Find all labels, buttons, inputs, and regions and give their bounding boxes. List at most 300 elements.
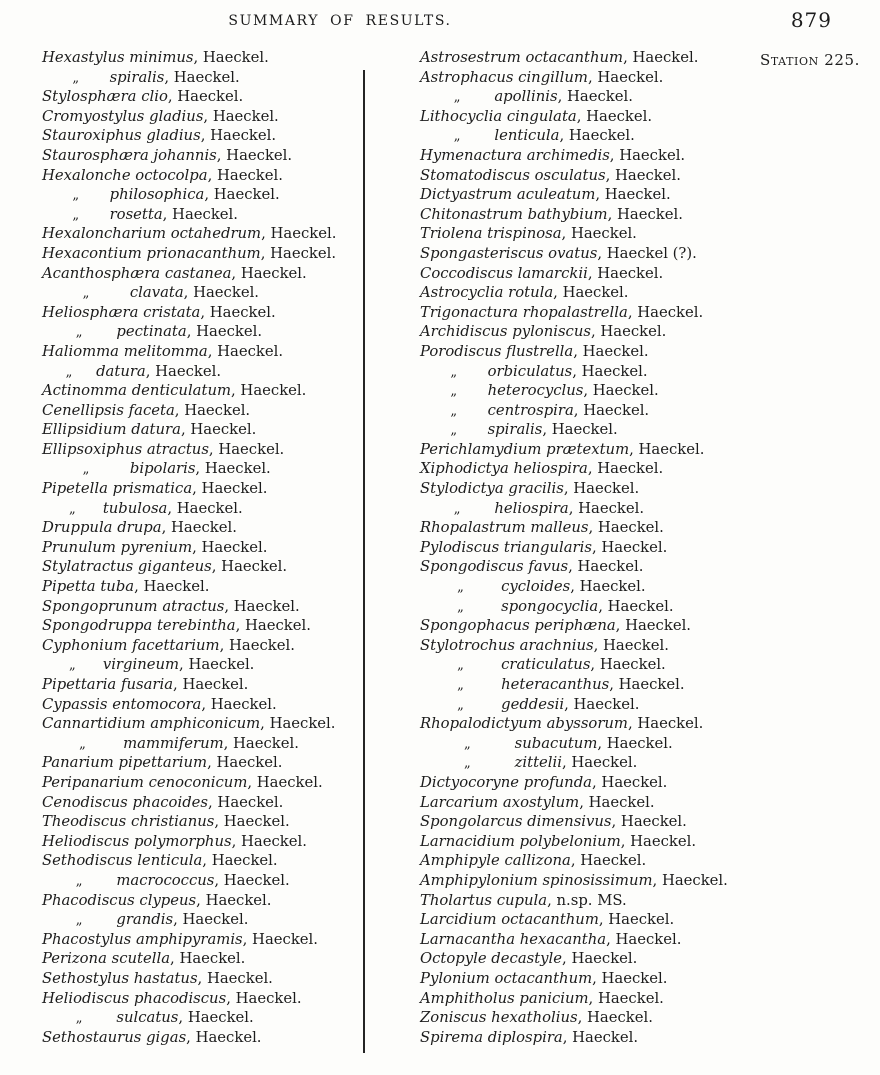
genus-name: Ellipsidium bbox=[42, 421, 132, 439]
species-epithet: zittelii bbox=[514, 754, 562, 772]
author-citation: , Haeckel. bbox=[570, 852, 647, 870]
station-label: Station 225. bbox=[759, 51, 860, 69]
ditto-mark: „ bbox=[69, 658, 76, 674]
species-line bbox=[42, 283, 362, 303]
species-epithet: johannis bbox=[153, 146, 217, 164]
author-citation: , Haeckel. bbox=[587, 264, 664, 282]
species-line bbox=[420, 381, 750, 401]
species-line bbox=[42, 557, 362, 577]
species-epithet: craticulatus bbox=[501, 656, 591, 674]
species-epithet: heteracanthus bbox=[501, 676, 610, 693]
species-epithet: amphipyramis bbox=[135, 930, 243, 948]
species-epithet: cingillum bbox=[518, 68, 588, 86]
species-epithet: ovatus bbox=[548, 244, 598, 262]
species-line bbox=[42, 479, 362, 499]
species-epithet: datura bbox=[131, 421, 181, 439]
species-epithet: callizona bbox=[504, 852, 571, 870]
author-citation: , Haeckel. bbox=[557, 88, 633, 106]
species-epithet: dimensivus bbox=[527, 813, 612, 831]
species-line bbox=[420, 479, 750, 499]
ditto-mark: „ bbox=[82, 286, 90, 302]
author-citation: , Haeckel. bbox=[620, 832, 697, 850]
species-epithet: pyrenium bbox=[120, 538, 193, 556]
species-epithet: hexacantha bbox=[519, 930, 607, 948]
species-epithet: octahedrum bbox=[170, 225, 262, 243]
species-epithet: archimedis bbox=[526, 146, 610, 164]
author-citation: , Haeckel. bbox=[207, 342, 284, 360]
author-citation: , Haeckel. bbox=[178, 1009, 254, 1027]
genus-name: Archidiscus bbox=[420, 323, 513, 341]
author-citation: , Haeckel. bbox=[231, 382, 307, 400]
species-epithet: gracilis bbox=[508, 480, 564, 498]
species-epithet: macrococcus bbox=[116, 871, 215, 889]
species-line bbox=[42, 812, 362, 832]
species-line bbox=[42, 949, 362, 969]
species-epithet: rotula bbox=[508, 284, 554, 302]
species-epithet: orbiculatus bbox=[487, 362, 573, 380]
species-epithet: flustrella bbox=[506, 342, 574, 360]
author-citation: , Haeckel. bbox=[568, 558, 644, 576]
species-line bbox=[42, 597, 362, 617]
genus-name: Coccodiscus bbox=[420, 264, 518, 282]
genus-name: Astrosestrum bbox=[420, 49, 526, 66]
species-line bbox=[420, 597, 750, 617]
species-line bbox=[420, 969, 750, 989]
genus-name: Stylotrochus bbox=[420, 636, 520, 654]
species-line bbox=[420, 283, 750, 303]
species-epithet: lenticula bbox=[137, 852, 203, 870]
species-epithet: panicium bbox=[519, 989, 589, 1007]
author-citation: , Haeckel. bbox=[577, 1009, 653, 1027]
species-epithet: spiralis bbox=[109, 68, 165, 86]
species-epithet: lenticula bbox=[494, 127, 560, 145]
species-epithet: decastyle bbox=[491, 950, 563, 968]
author-citation: , Haeckel. bbox=[223, 734, 299, 752]
genus-name: Hexacontium bbox=[42, 244, 147, 262]
author-citation: , Haeckel. bbox=[606, 930, 682, 948]
species-line bbox=[42, 381, 362, 401]
species-line bbox=[420, 871, 750, 891]
species-epithet: hexatholius bbox=[491, 1009, 578, 1027]
species-epithet: minimus bbox=[129, 49, 194, 66]
ditto-mark: „ bbox=[457, 580, 464, 596]
genus-name: Cenodiscus bbox=[42, 793, 133, 811]
species-epithet: rosetta bbox=[109, 205, 163, 223]
author-citation: , Haeckel. bbox=[167, 88, 244, 106]
author-citation: , Haeckel. bbox=[564, 695, 640, 713]
page-number: 879 bbox=[790, 8, 832, 32]
species-epithet: bipolaris bbox=[129, 460, 196, 478]
ditto-mark: „ bbox=[75, 873, 83, 889]
species-line bbox=[42, 734, 362, 754]
genus-name: Astrophacus bbox=[420, 68, 519, 86]
species-line bbox=[42, 185, 362, 205]
species-line bbox=[420, 812, 750, 832]
species-line bbox=[420, 459, 750, 479]
author-citation: , Haeckel. bbox=[260, 715, 336, 733]
species-epithet: lamarckii bbox=[517, 264, 588, 282]
ditto-mark: „ bbox=[450, 384, 458, 400]
author-citation: , Haeckel. bbox=[576, 107, 653, 125]
species-epithet: abyssorum bbox=[546, 715, 628, 733]
species-line bbox=[420, 68, 750, 88]
species-line bbox=[420, 48, 750, 68]
author-citation: , Haeckel. bbox=[562, 1028, 639, 1046]
species-epithet: atractus bbox=[146, 440, 209, 458]
author-citation: , Haeckel. bbox=[629, 440, 705, 458]
genus-name: Xiphodictya bbox=[420, 460, 514, 478]
ditto-mark: „ bbox=[450, 423, 458, 439]
species-epithet: melitomma bbox=[123, 342, 208, 360]
species-epithet: pectinata bbox=[116, 323, 187, 341]
species-epithet: axostylum bbox=[502, 793, 580, 811]
author-citation: , Haeckel. bbox=[192, 538, 268, 556]
ditto-mark: „ bbox=[457, 678, 464, 693]
ditto-mark: „ bbox=[82, 462, 90, 478]
species-epithet: entomocora bbox=[112, 695, 202, 713]
species-epithet: heterocyclus bbox=[487, 382, 584, 400]
ditto-mark: „ bbox=[65, 364, 73, 380]
genus-name: Lithocyclia bbox=[420, 107, 507, 125]
species-line bbox=[420, 224, 750, 244]
species-column-left bbox=[42, 48, 362, 1047]
author-citation: , Haeckel. bbox=[134, 578, 210, 596]
species-line bbox=[42, 342, 362, 362]
author-citation: , Haeckel. bbox=[591, 538, 668, 556]
species-epithet: pipettarium bbox=[118, 754, 208, 772]
author-citation: , Haeckel. bbox=[573, 342, 649, 360]
species-epithet: spinosissimum bbox=[542, 871, 653, 889]
species-epithet: tubulosa bbox=[102, 499, 168, 517]
species-line bbox=[420, 675, 750, 695]
author-citation: , Haeckel. bbox=[167, 499, 243, 517]
genus-name: Dictyastrum bbox=[420, 186, 517, 204]
species-line bbox=[420, 557, 750, 577]
genus-name: Hexastylus bbox=[42, 49, 130, 66]
ditto-mark: „ bbox=[453, 90, 461, 106]
species-line bbox=[42, 499, 362, 519]
ditto-mark: „ bbox=[69, 501, 76, 517]
species-line bbox=[42, 518, 362, 538]
species-epithet: datura bbox=[96, 362, 146, 380]
author-citation: , Haeckel. bbox=[587, 460, 664, 478]
genus-name: Dictyocoryne bbox=[420, 773, 524, 791]
species-epithet: gladius bbox=[146, 127, 201, 145]
genus-name: Stylosphæra bbox=[42, 88, 142, 106]
author-citation: , Haeckel. bbox=[627, 715, 704, 733]
species-line bbox=[42, 440, 362, 460]
species-line bbox=[420, 577, 750, 597]
author-citation: , Haeckel. bbox=[235, 617, 311, 635]
species-epithet: fusaria bbox=[120, 676, 174, 693]
genus-name: Larcarium bbox=[420, 793, 503, 811]
author-citation: , Haeckel. bbox=[579, 793, 655, 811]
author-citation: , Haeckel. bbox=[208, 440, 285, 458]
genus-name: Sethostaurus bbox=[42, 1028, 147, 1046]
author-citation: , Haeckel. bbox=[200, 127, 277, 145]
author-citation: , Haeckel. bbox=[219, 636, 295, 654]
author-citation: , Haeckel. bbox=[542, 421, 618, 439]
species-epithet: cupula bbox=[496, 891, 548, 909]
species-line bbox=[42, 538, 362, 558]
species-epithet: philosophica bbox=[109, 186, 205, 204]
author-citation: , Haeckel. bbox=[609, 676, 685, 693]
species-line bbox=[420, 714, 750, 734]
author-citation: , Haeckel. bbox=[605, 166, 681, 184]
species-epithet: spiralis bbox=[487, 421, 543, 439]
author-citation: , Haeckel. bbox=[173, 676, 249, 693]
author-citation: , Haeckel. bbox=[186, 323, 263, 341]
species-line bbox=[42, 832, 362, 852]
genus-name: Pylodiscus bbox=[420, 538, 504, 556]
ditto-mark: „ bbox=[453, 129, 461, 145]
genus-name: Amphipyle bbox=[420, 852, 505, 870]
ditto-mark: „ bbox=[453, 501, 461, 517]
author-citation: , Haeckel. bbox=[214, 813, 290, 831]
genus-name: Hymenactura bbox=[420, 146, 527, 164]
species-epithet: pyloniscus bbox=[512, 323, 591, 341]
genus-name: Chitonastrum bbox=[420, 205, 528, 223]
author-citation: , Haeckel. bbox=[595, 186, 671, 204]
species-epithet: amphiconicum bbox=[150, 715, 261, 733]
species-line bbox=[42, 910, 362, 930]
author-citation: , Haeckel. bbox=[208, 793, 284, 811]
species-line bbox=[42, 68, 362, 88]
author-citation: , Haeckel. bbox=[207, 166, 283, 184]
species-line bbox=[420, 146, 750, 166]
genus-name: Ellipsoxiphus bbox=[42, 440, 147, 458]
author-citation: , n.sp. MS. bbox=[547, 891, 627, 909]
genus-name: Amphipylonium bbox=[420, 871, 543, 889]
species-line bbox=[42, 303, 362, 323]
species-line bbox=[420, 420, 750, 440]
ditto-mark: „ bbox=[75, 325, 83, 341]
genus-name: Perizona bbox=[42, 950, 112, 968]
author-citation: , Haeckel. bbox=[623, 49, 699, 66]
author-citation: , Haeckel. bbox=[260, 244, 337, 262]
species-line bbox=[42, 655, 362, 675]
author-citation: , Haeckel. bbox=[192, 480, 268, 498]
species-line bbox=[42, 126, 362, 146]
species-epithet: trispinosa bbox=[487, 225, 562, 243]
author-citation: , Haeckel. bbox=[587, 68, 664, 86]
species-line bbox=[420, 166, 750, 186]
ditto-mark: „ bbox=[75, 913, 83, 929]
ditto-mark: „ bbox=[463, 756, 471, 772]
species-epithet: hastatus bbox=[133, 969, 198, 987]
species-line bbox=[420, 244, 750, 264]
species-line bbox=[42, 244, 362, 264]
species-line bbox=[420, 793, 750, 813]
author-citation: , Haeckel. bbox=[611, 813, 687, 831]
author-citation: , Haeckel. bbox=[164, 68, 240, 86]
species-epithet: prætextum bbox=[546, 440, 630, 458]
ditto-mark: „ bbox=[450, 364, 458, 380]
species-epithet: osculatus bbox=[534, 166, 606, 184]
author-citation: , Haeckel. bbox=[588, 519, 664, 537]
ditto-mark: „ bbox=[75, 1011, 83, 1027]
species-line bbox=[420, 518, 750, 538]
species-line bbox=[42, 166, 362, 186]
genus-name: Spongasteriscus bbox=[420, 244, 549, 262]
ditto-mark: „ bbox=[72, 70, 80, 86]
author-citation: , Haeckel. bbox=[193, 49, 269, 66]
ditto-mark: „ bbox=[79, 736, 86, 752]
ditto-mark: „ bbox=[463, 736, 471, 752]
species-epithet: geddesii bbox=[501, 695, 565, 713]
genus-name: Spongolarcus bbox=[420, 813, 528, 831]
genus-name: Stauroxiphus bbox=[42, 127, 147, 145]
genus-name: Octopyle bbox=[420, 950, 492, 968]
author-citation: , Haeckel. bbox=[180, 421, 257, 439]
page-header-title: SUMMARY OF RESULTS. bbox=[228, 13, 452, 29]
species-line bbox=[420, 753, 750, 773]
author-citation: , Haeckel. bbox=[231, 264, 307, 282]
author-citation: , Haeckel. bbox=[593, 636, 669, 654]
species-line bbox=[420, 655, 750, 675]
species-line bbox=[420, 342, 750, 362]
species-epithet: polybelonium bbox=[519, 832, 621, 850]
author-citation: , Haeckel. bbox=[197, 969, 273, 987]
species-line bbox=[420, 1028, 750, 1048]
species-epithet: tuba bbox=[100, 578, 135, 596]
genus-name: Spongodiscus bbox=[420, 558, 529, 576]
ditto-mark: „ bbox=[450, 403, 458, 419]
species-epithet: octacanthum bbox=[501, 911, 599, 929]
author-citation: , Haeckel. bbox=[573, 401, 650, 419]
species-line bbox=[42, 401, 362, 421]
genus-name: Porodiscus bbox=[420, 342, 507, 360]
ditto-mark: „ bbox=[72, 188, 80, 204]
species-epithet: cenoconicum bbox=[148, 773, 248, 791]
author-citation: , Haeckel (?). bbox=[597, 244, 697, 262]
species-line bbox=[42, 87, 362, 107]
species-epithet: giganteus bbox=[137, 558, 212, 576]
author-citation: , Haeckel. bbox=[174, 401, 251, 419]
species-epithet: favus bbox=[528, 558, 569, 576]
author-citation: , Haeckel. bbox=[162, 205, 238, 223]
author-citation: , Haeckel. bbox=[563, 480, 640, 498]
genus-name: Spirema bbox=[420, 1028, 488, 1046]
species-line bbox=[42, 714, 362, 734]
species-epithet: centrospira bbox=[487, 401, 574, 419]
species-line bbox=[42, 146, 362, 166]
species-epithet: triangularis bbox=[503, 538, 592, 556]
species-epithet: cristata bbox=[143, 303, 201, 321]
genus-name: Pipettaria bbox=[42, 676, 121, 693]
author-citation: , Haeckel. bbox=[583, 382, 659, 400]
species-line bbox=[420, 205, 750, 225]
species-epithet: apollinis bbox=[494, 88, 558, 106]
genus-name: Hexalonche bbox=[42, 166, 136, 184]
genus-name: Amphitholus bbox=[420, 989, 520, 1007]
species-line bbox=[42, 793, 362, 813]
author-citation: , Haeckel. bbox=[186, 1028, 262, 1046]
species-epithet: cingulata bbox=[506, 107, 577, 125]
species-line bbox=[420, 499, 750, 519]
species-line bbox=[420, 636, 750, 656]
species-line bbox=[42, 851, 362, 871]
genus-name: Pipetta bbox=[42, 578, 101, 596]
author-citation: , Haeckel. bbox=[170, 950, 246, 968]
ditto-mark: „ bbox=[457, 697, 464, 713]
genus-name: Heliodiscus bbox=[42, 832, 134, 850]
species-line bbox=[42, 48, 362, 68]
author-citation: , Haeckel. bbox=[261, 225, 337, 243]
genus-name: Sethodiscus bbox=[42, 852, 138, 870]
genus-name: Phacodiscus bbox=[42, 891, 140, 909]
species-epithet: prionacanthum bbox=[146, 244, 261, 262]
species-line bbox=[42, 675, 362, 695]
author-citation: , Haeckel. bbox=[652, 871, 728, 889]
genus-name: Sethostylus bbox=[42, 969, 134, 987]
genus-name: Phacostylus bbox=[42, 930, 136, 948]
species-column-right bbox=[420, 48, 750, 1047]
species-line bbox=[42, 1008, 362, 1028]
genus-name: Rhopalodictyum bbox=[420, 715, 547, 733]
species-line bbox=[420, 851, 750, 871]
genus-name: Astrocyclia bbox=[420, 284, 509, 302]
column-divider-rule bbox=[363, 70, 365, 1053]
author-citation: , Haeckel. bbox=[588, 989, 664, 1007]
species-line bbox=[420, 891, 750, 911]
species-line bbox=[42, 695, 362, 715]
species-line bbox=[420, 949, 750, 969]
author-citation: , Haeckel. bbox=[247, 773, 323, 791]
genus-name: Peripanarium bbox=[42, 773, 149, 791]
author-citation: , Haeckel. bbox=[553, 284, 629, 302]
species-epithet: phacoides bbox=[132, 793, 209, 811]
genus-name: Spongophacus bbox=[420, 617, 535, 635]
species-line bbox=[42, 224, 362, 244]
species-line bbox=[42, 773, 362, 793]
species-epithet: subacutum bbox=[514, 734, 598, 752]
genus-name: Stylodictya bbox=[420, 480, 509, 498]
genus-name: Larnacantha bbox=[420, 930, 520, 948]
species-line bbox=[42, 1028, 362, 1048]
author-citation: , Haeckel. bbox=[562, 950, 638, 968]
species-line bbox=[420, 126, 750, 146]
genus-name: Hexaloncharium bbox=[42, 225, 171, 243]
author-citation: , Haeckel. bbox=[161, 519, 237, 537]
author-citation: , Haeckel. bbox=[173, 911, 249, 929]
author-citation: , Haeckel. bbox=[607, 205, 683, 223]
genus-name: Staurosphæra bbox=[42, 146, 154, 164]
ditto-mark: „ bbox=[457, 658, 464, 674]
species-line bbox=[42, 989, 362, 1009]
species-line bbox=[42, 636, 362, 656]
species-epithet: prismatica bbox=[112, 480, 193, 498]
author-citation: , Haeckel. bbox=[598, 911, 675, 929]
author-citation: , Haeckel. bbox=[207, 754, 283, 772]
author-citation: , Haeckel. bbox=[570, 578, 646, 596]
species-line bbox=[420, 734, 750, 754]
genus-name: Stylatractus bbox=[42, 558, 138, 576]
species-epithet: clio bbox=[141, 88, 168, 106]
author-citation: , Haeckel. bbox=[242, 930, 318, 948]
species-line bbox=[42, 969, 362, 989]
genus-name: Spongodruppa bbox=[42, 617, 157, 635]
species-line bbox=[42, 264, 362, 284]
species-line bbox=[420, 362, 750, 382]
genus-name: Actinomma bbox=[42, 382, 132, 400]
genus-name: Pylonium bbox=[420, 969, 495, 987]
species-line bbox=[42, 322, 362, 342]
species-epithet: gladius bbox=[149, 107, 204, 125]
species-epithet: phacodiscus bbox=[133, 989, 227, 1007]
species-epithet: heliospira bbox=[494, 499, 569, 517]
genus-name: Rhopalastrum bbox=[420, 519, 531, 537]
